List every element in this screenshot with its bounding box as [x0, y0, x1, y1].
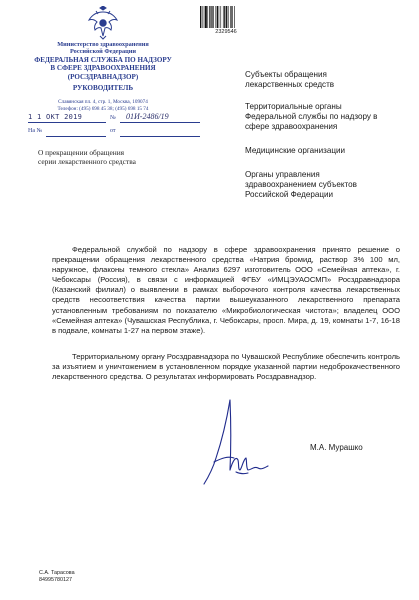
service-line-1: ФЕДЕРАЛЬНАЯ СЛУЖБА ПО НАДЗОРУ: [34, 56, 172, 64]
barcode-bar: [217, 6, 218, 28]
barcode-bar: [211, 6, 212, 28]
service-name: [18, 56, 188, 81]
outgoing-date: 1 1 ОКТ 2019: [28, 113, 83, 121]
reference-date-label: от: [110, 128, 116, 134]
subject-line-2: серии лекарственного средства: [38, 157, 136, 166]
outgoing-date-number-row: [28, 113, 203, 125]
coat-of-arms-emblem-icon: [87, 6, 119, 40]
service-line-2: В СФЕРЕ ЗДРАВООХРАНЕНИЯ: [50, 64, 156, 73]
recipient-medical-organizations: [245, 146, 395, 156]
recipient-line: Территориальные органы: [245, 102, 342, 111]
barcode-bar: [228, 6, 229, 28]
executor-phone: 84995780127: [39, 577, 72, 583]
barcode-bar: [232, 6, 233, 28]
barcode-bar: [207, 6, 208, 28]
barcode-number: 2329546: [215, 29, 237, 35]
recipient-line: здравоохранением субъектов: [245, 179, 357, 189]
body-paragraph-instruction: Территориальному органу Росздравнадзора по Чувашской Республике обеспечить контроль за изъятием и уничтожением в установленном порядке указанной партии недоброкачественного лекарственного средства. О результатах информировать Росздравнадзор.: [52, 352, 400, 382]
recipient-line: сфере здравоохранения: [245, 121, 338, 131]
executor-name: С.А. Тарасова: [39, 570, 75, 576]
recipient-line: лекарственных средств: [245, 79, 335, 89]
signer-name: М.А. Мурашко: [310, 443, 363, 452]
barcode-bar: [200, 6, 201, 28]
barcode-bar: [230, 6, 231, 28]
barcode-bar: [204, 6, 205, 28]
barcode-bar: [205, 6, 207, 28]
head-title: РУКОВОДИТЕЛЬ: [72, 84, 134, 92]
barcode-bar: [223, 6, 224, 28]
address-line-2: Телефон: (495) 698 45 38; (495) 698 15 74: [57, 105, 149, 112]
recipient-drug-subjects: [245, 70, 395, 90]
recipient-line: Субъекты обращения: [245, 70, 327, 79]
outgoing-number: 01И-2486/19: [126, 112, 169, 121]
barcode-bar: [202, 6, 203, 28]
letterhead-address: [18, 99, 188, 112]
reference-row: [28, 128, 203, 140]
ministry-line-1: Министерство здравоохранения: [57, 41, 149, 48]
subject-line-1: О прекращении обращения: [38, 148, 125, 157]
barcode-bar: [212, 6, 213, 28]
barcode-bar: [224, 6, 225, 28]
barcode-bar: [216, 6, 217, 28]
recipient-health-authorities: [245, 170, 395, 199]
reference-date-underline: [120, 136, 200, 137]
ministry-name: [18, 41, 188, 55]
barcode-bar: [234, 6, 235, 28]
ministry-line-2: Российской Федерации: [69, 48, 136, 56]
recipient-territorial-bodies: [245, 102, 395, 131]
handwritten-signature: [200, 398, 270, 490]
address-line-1: Славянская пл. 4, стр. 1, Москва, 109074: [58, 99, 148, 105]
number-underline: [120, 122, 200, 123]
service-line-3: (РОСЗДРАВНАДЗОР): [67, 72, 139, 81]
document-barcode: [200, 6, 250, 28]
reference-number-label: На №: [28, 128, 43, 134]
recipient-line: Российской Федерации: [245, 189, 334, 199]
reference-number-underline: [46, 136, 106, 137]
barcode-bar: [226, 6, 227, 28]
barcode-bar: [209, 6, 210, 28]
barcode-bar: [220, 6, 221, 28]
recipient-line: Органы управления: [245, 170, 320, 179]
date-underline: [28, 122, 106, 123]
number-label: №: [110, 115, 116, 121]
letter-subject: [38, 148, 208, 166]
recipient-line: Медицинские организации: [245, 146, 346, 155]
recipient-line: Федеральной службы по надзору в: [245, 111, 378, 121]
barcode-bar: [219, 6, 220, 28]
body-paragraph-decision: Федеральной службой по надзору в сфере здравоохранения принято решение о прекращении обращения лекарственного средства «Натрия бромид, раствор 3% 100 мл, наружное, флаконы темного стекла» Анализ 6297 изготовитель ООО «Семейная аптека», г. Чебоксары (Россия), в связи с информацией ФГБУ «ИМЦЭУАОСМП» Росздравнадзора (Казанский филиал) о выявлении в рамках выборочного контроля качества лекарственных средств несоответствия качества партии вышеуказанного лекарственного препарата установленным требованиям по показателю «Микробиологическая чистота»; владелец ООО «Семейная аптека» (Чувашская Республика, г. Чебоксары, просп. Мира, д. 19, комнаты 1-7, 16-18 в подвале, комнаты 1-27 на первом этаже).: [52, 245, 400, 335]
